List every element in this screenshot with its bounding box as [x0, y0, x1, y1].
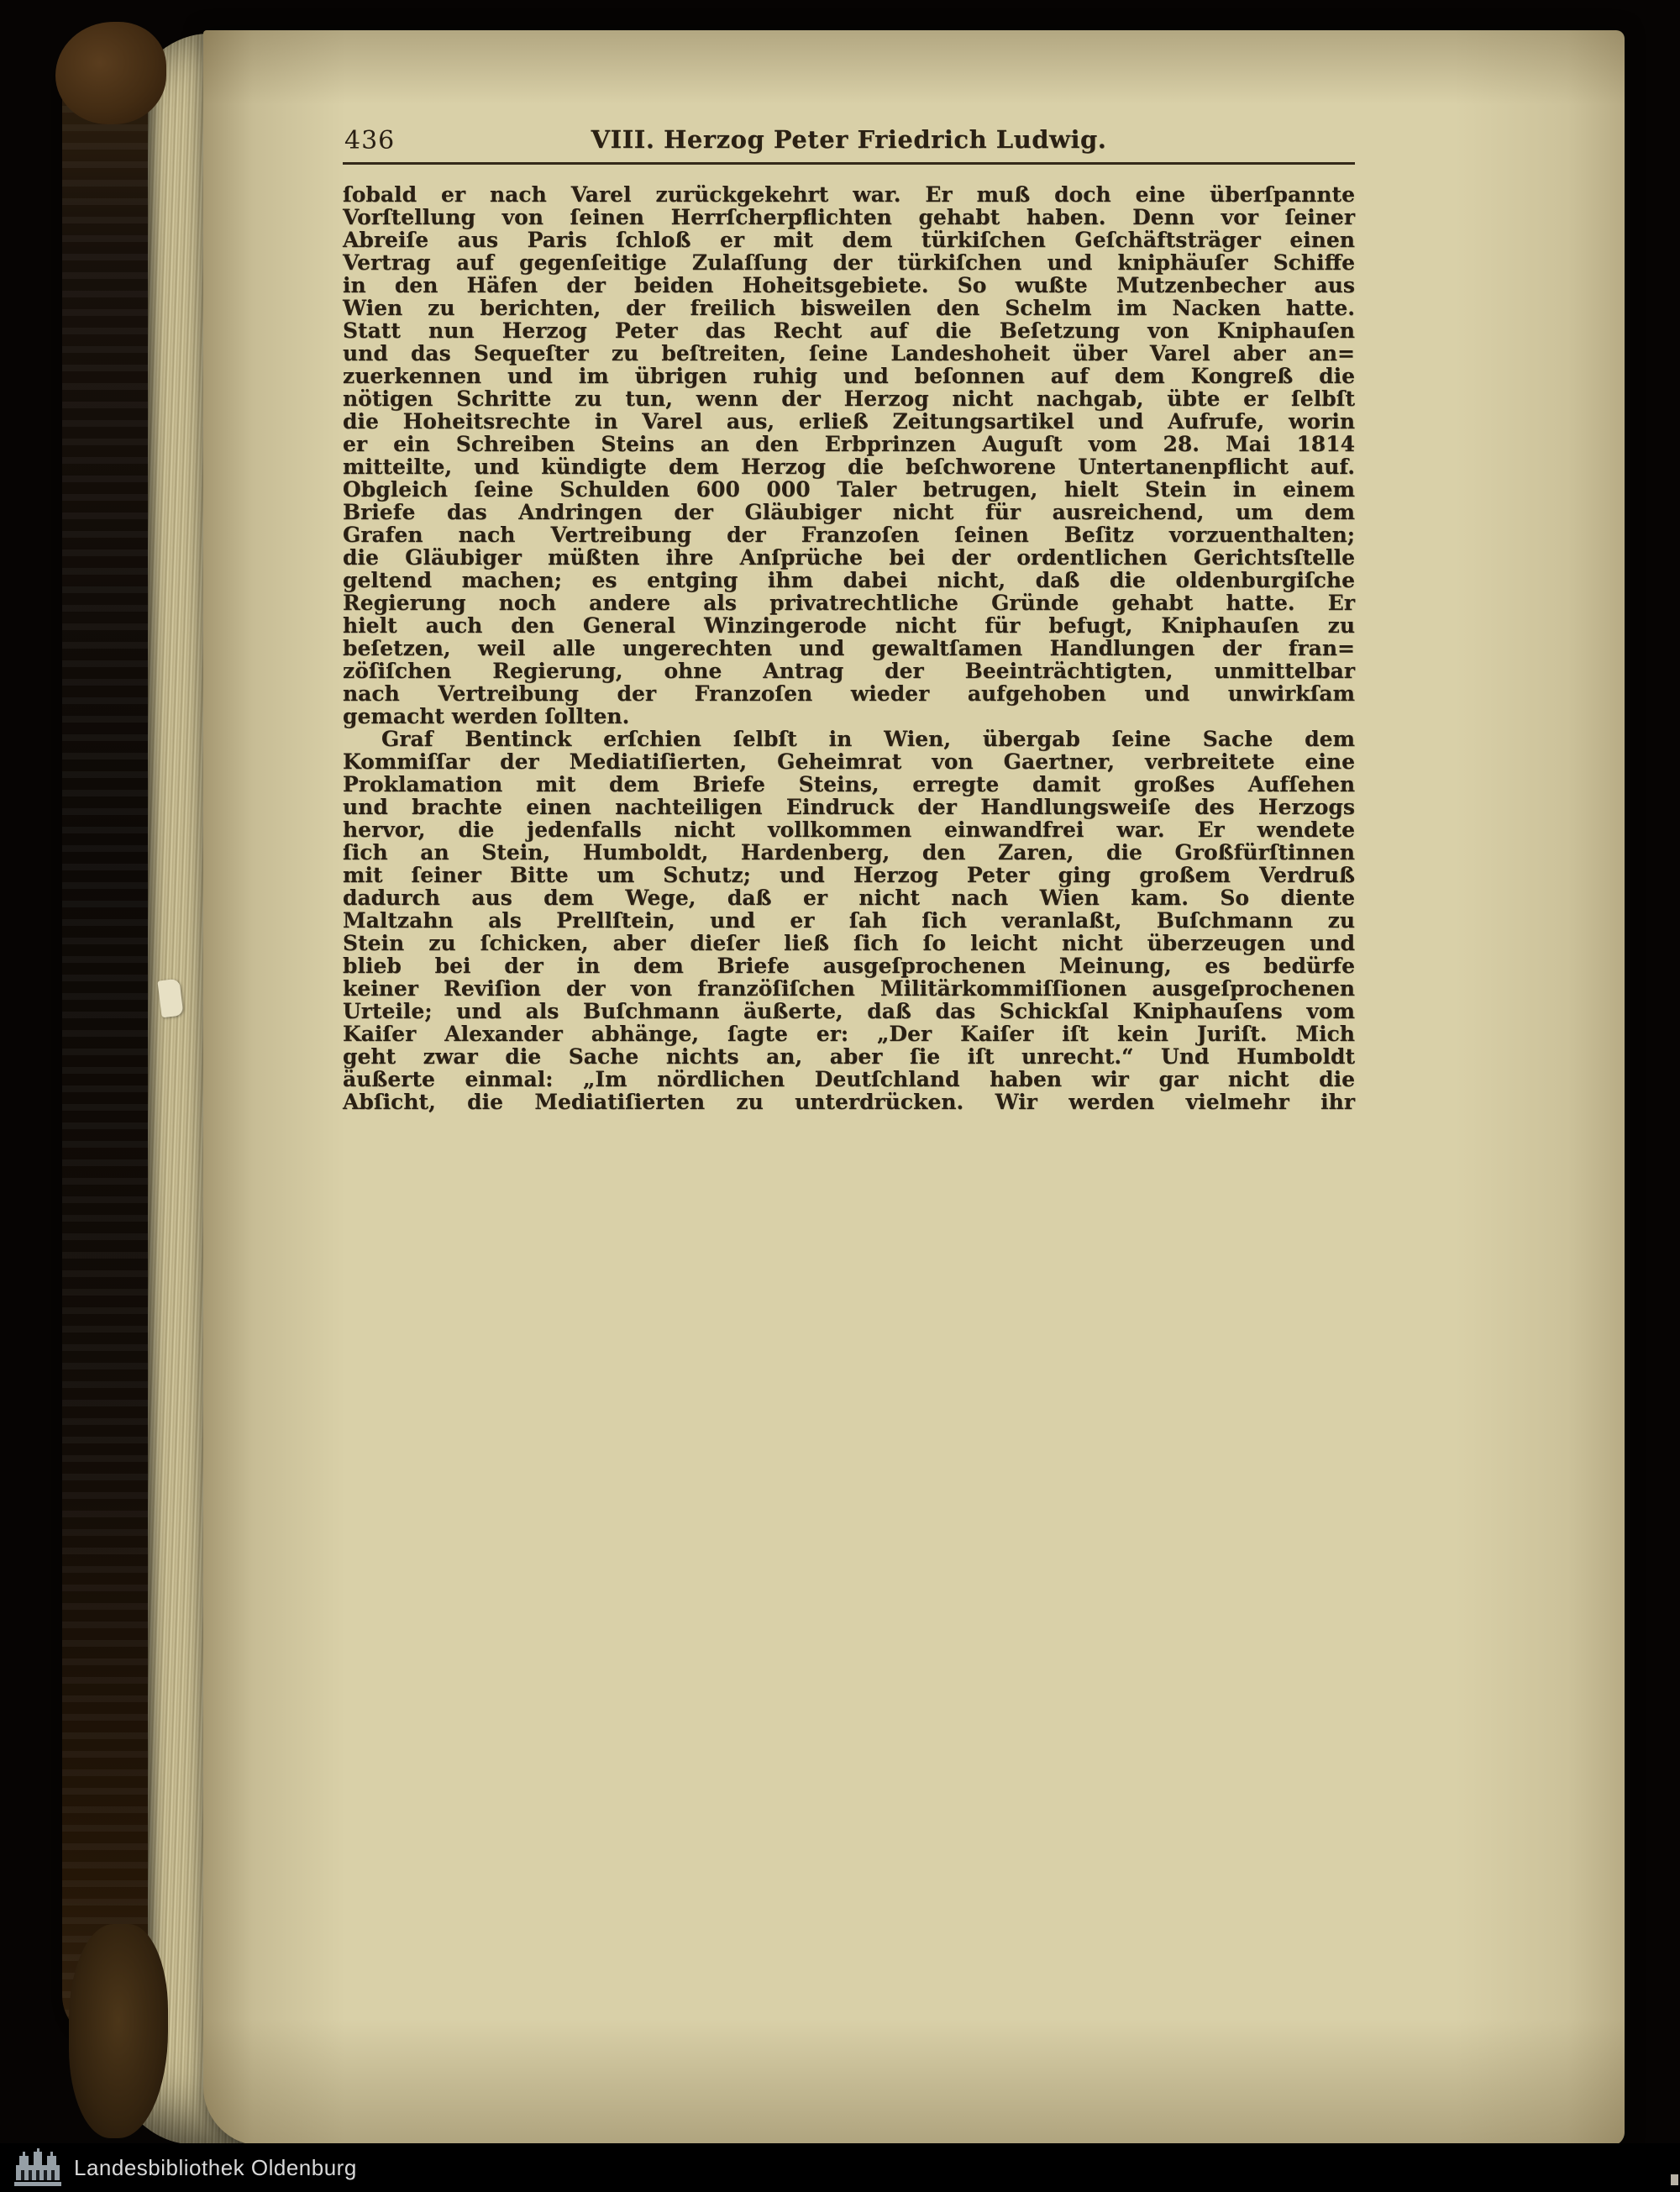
text-line: äußerte einmal: „Im nördlichen Deutſchland haben wir gar nicht die	[343, 1067, 1355, 1091]
library-name: Landesbibliothek Oldenburg	[74, 2154, 357, 2180]
text-line: Proklamation mit dem Briefe Steins, erregte damit großes Aufſehen	[343, 772, 1355, 796]
text-line: hielt auch den General Winzingerode nicht für befugt, Kniphauſen zu	[343, 613, 1355, 638]
library-building-icon	[13, 2148, 62, 2187]
text-line: hervor, die jedenfalls nicht vollkommen einwandfrei war. Er wendete	[343, 817, 1355, 842]
text-line: nötigen Schritte zu tun, wenn der Herzog nicht nachgab, übte er ſelbſt	[343, 386, 1355, 411]
text-line: Stein zu ſchicken, aber dieſer ließ ſich ſo leicht nicht überzeugen und	[343, 931, 1355, 955]
text-line: die Hoheitsrechte in Varel aus, erließ Zeitungsartikel und Aufrufe, worin	[343, 409, 1355, 434]
text-line: ſobald er nach Varel zurückgekehrt war. Er muß doch eine überſpannte	[343, 182, 1355, 207]
text-line: geht zwar die Sache nichts an, aber ſie iſt unrecht.“ Und Humboldt	[343, 1044, 1355, 1069]
text-line: zöſiſchen Regierung, ohne Antrag der Beeinträchtigten, unmittelbar	[343, 659, 1355, 683]
text-line: in den Häfen der beiden Hoheitsgebiete. So wußte Mutzenbecher aus	[343, 273, 1355, 297]
text-line: er ein Schreiben Steins an den Erbprinzen Auguſt vom 28. Mai 1814	[343, 432, 1355, 456]
page-text	[343, 183, 1355, 1113]
text-line: Abreiſe aus Paris ſchloß er mit dem türkiſchen Geſchäftsträger einen	[343, 228, 1355, 252]
text-line: Kaiſer Alexander abhänge, ſagte er: „Der Kaiſer iſt kein Juriſt. Mich	[343, 1022, 1355, 1046]
text-line: blieb bei der in dem Briefe ausgeſprochenen Meinung, es bedürfe	[343, 954, 1355, 978]
text-line: Regierung noch andere als privatrechtliche Gründe gehabt hatte. Er	[343, 591, 1355, 615]
text-line: nach Vertreibung der Franzoſen wieder aufgehoben und unwirkſam	[343, 681, 1355, 706]
text-line: Obgleich ſeine Schulden 600 000 Taler betrugen, hielt Stein in einem	[343, 477, 1355, 502]
running-header	[343, 123, 1355, 156]
text-line: Urteile; und als Buſchmann äußerte, daß das Schickſal Kniphauſens vom	[343, 999, 1355, 1023]
spine-worn-cap	[55, 22, 166, 124]
page-text-block	[343, 123, 1355, 1113]
text-line: Abſicht, die Mediatiſierten zu unterdrücken. Wir werden vielmehr ihr	[343, 1090, 1355, 1114]
text-line: mit ſeiner Bitte um Schutz; und Herzog Peter ging großem Verdruß	[343, 863, 1355, 887]
header-divider	[343, 162, 1355, 165]
scan-artifact	[1671, 2174, 1678, 2185]
text-line: zuerkennen und im übrigen ruhig und beſonnen auf dem Kongreß die	[343, 364, 1355, 388]
text-line: Grafen nach Vertreibung der Franzoſen ſeinen Beſitz vorzuenthalten;	[343, 523, 1355, 547]
page-number: 436	[344, 126, 396, 155]
text-line: und das Sequeſter zu beſtreiten, ſeine Landeshoheit über Varel aber an=	[343, 341, 1355, 365]
text-line: und brachte einen nachteiligen Eindruck der Handlungsweiſe des Herzogs	[343, 795, 1355, 819]
text-line: beſetzen, weil alle ungerechten und gewaltſamen Handlungen der fran=	[343, 636, 1355, 660]
text-line: geltend machen; es entging ihm dabei nicht, daß die oldenburgiſche	[343, 568, 1355, 592]
text-line: die Gläubiger müßten ihre Anſprüche bei der ordentlichen Gerichtsſtelle	[343, 545, 1355, 570]
chapter-title: VIII. Herzog Peter Friedrich Ludwig.	[591, 125, 1107, 154]
text-line: Vorſtellung von ſeinen Herrſcherpflichten gehabt haben. Denn vor ſeiner	[343, 205, 1355, 229]
page-fold-mark	[157, 979, 183, 1018]
spine-worn-bottom	[69, 1924, 168, 2138]
text-line: Vertrag auf gegenſeitige Zulaſſung der türkiſchen und kniphäuſer Schiffe	[343, 250, 1355, 275]
text-line: Briefe das Andringen der Gläubiger nicht für ausreichend, um dem	[343, 500, 1355, 524]
text-line: Kommiſſar der Mediatiſierten, Geheimrat von Gaertner, verbreitete eine	[343, 749, 1355, 774]
book-spine	[62, 50, 148, 2042]
text-line: dadurch aus dem Wege, daß er nicht nach Wien kam. So diente	[343, 886, 1355, 910]
text-line: Statt nun Herzog Peter das Recht auf die Beſetzung von Kniphauſen	[343, 318, 1355, 343]
text-line: keiner Reviſion der von franzöſiſchen Militärkommiſſionen ausgeſprochenen	[343, 976, 1355, 1001]
text-line: Wien zu berichten, der freilich bisweilen den Schelm im Nacken hatte.	[343, 296, 1355, 320]
text-line: ſich an Stein, Humboldt, Hardenberg, den Zaren, die Großfürſtinnen	[343, 840, 1355, 865]
text-line: mitteilte, und kündigte dem Herzog die beſchworene Untertanenpflicht auf.	[343, 455, 1355, 479]
text-line: Maltzahn als Prellſtein, und er ſah ſich veranlaßt, Buſchmann zu	[343, 908, 1355, 933]
text-line: Graf Bentinck erſchien ſelbſt in Wien, übergab ſeine Sache dem	[381, 727, 1355, 751]
library-watermark-bar	[0, 2143, 1680, 2192]
text-line: gemacht werden ſollten.	[343, 704, 630, 728]
